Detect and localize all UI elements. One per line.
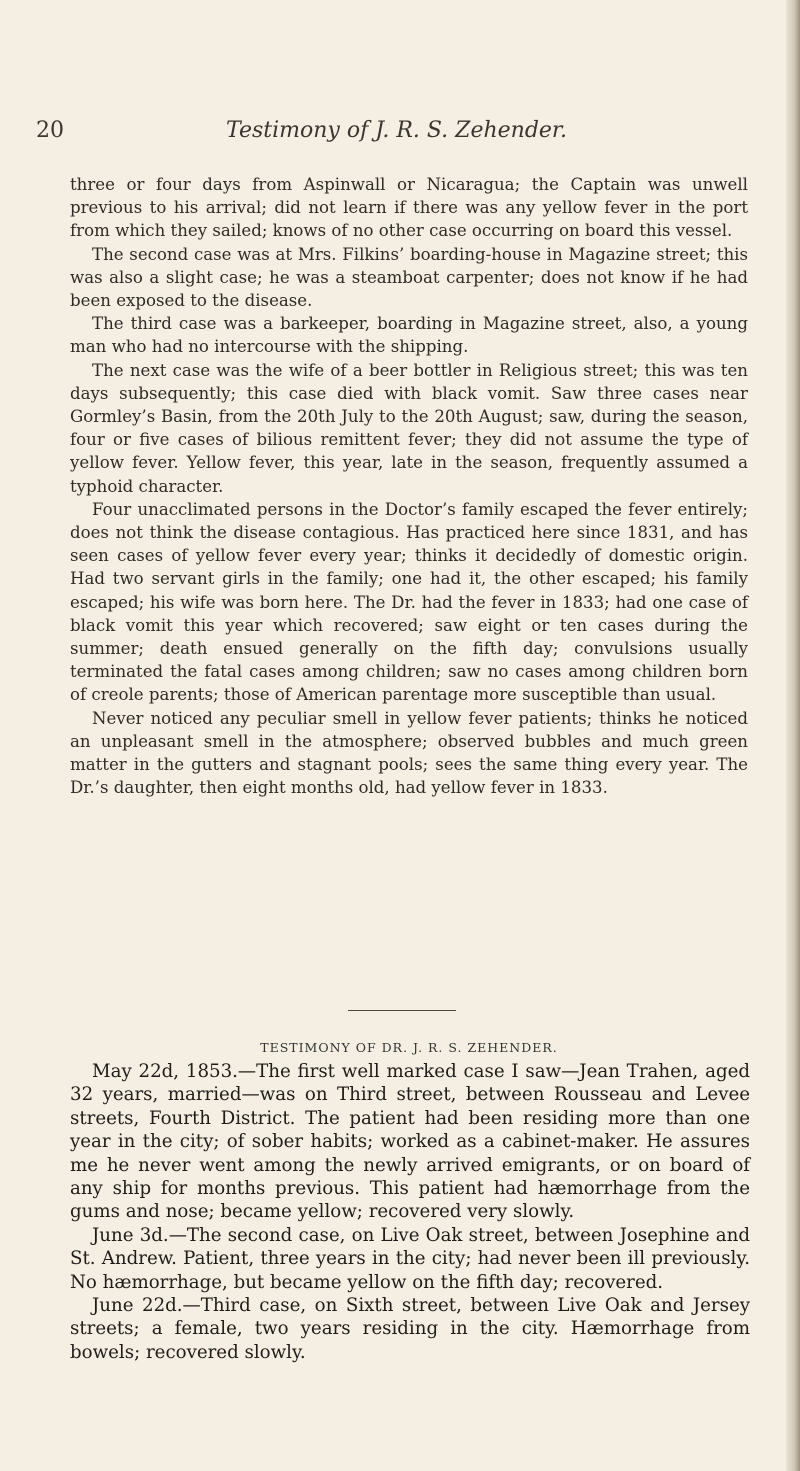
body-text (70, 173, 748, 799)
paragraph: Four unacclimated persons in the Doctor’s family escaped the fever entirely; does not think the disease contagious. Has practiced here since 1831, and has seen cases of yellow fever every year; thinks it decidedly of domestic origin. Had two servant girls in the family; one had it, the other escaped; his family escaped; his wife was born here. The Dr. had the fever in 1833; had one case of black vomit this year which recovered; saw eight or ten cases during the summer; death ensued generally on the fifth day; convulsions usually terminated the fatal cases among children; saw no cases among children born of creole parents; those of American parentage more susceptible than usual. (70, 499, 748, 705)
testimony-text (70, 1060, 750, 1364)
paragraph: The next case was the wife of a beer bottler in Religious street; this was ten days subsequently; this case died with black vomit. Saw three cases near Gormley’s Basin, from the 20th July to the 20th August; saw, during the season, four or five cases of bilious remittent fever; they did not assume the type of yellow fever. Yellow fever, this year, late in the season, frequently assumed a typhoid character. (70, 360, 748, 496)
testimony-paragraph: May 22d, 1853.—The first well marked case I saw—Jean Trahen, aged 32 years, married—was on Third street, between Rousseau and Levee streets, Fourth District. The patient had been residing more than one year in the city; of sober habits; worked as a cabinet-maker. He assures me he never went among the newly arrived emigrants, or on board of any ship for months previous. This patient had hæmorrhage from the gums and nose; became yellow; recovered very slowly. (70, 1061, 750, 1223)
testimony-paragraph: June 22d.—Third case, on Sixth street, between Live Oak and Jersey streets; a female, two years residing in the city. Hæmorrhage from bowels; recovered slowly. (70, 1295, 750, 1363)
running-head (36, 118, 756, 148)
page-number: 20 (36, 118, 64, 143)
paragraph: The third case was a barkeeper, boarding in Magazine street, also, a young man who had no intercourse with the shipping. (70, 314, 748, 357)
page-edge-shadow (786, 0, 800, 1471)
paragraph: three or four days from Aspinwall or Nicaragua; the Captain was unwell previous to his arrival; did not learn if there was any yellow fever in the port from which they sailed; knows of no other case occurring on board this vessel. (70, 175, 748, 241)
running-title: Testimony of J. R. S. Zehender. (226, 118, 568, 143)
testimony-paragraph: June 3d.—The second case, on Live Oak street, between Josephine and St. Andrew. Patient, three years in the city; had never been ill previously. No hæmorrhage, but became yellow on the fifth day; recovered. (70, 1224, 750, 1293)
paragraph: Never noticed any peculiar smell in yellow fever patients; thinks he noticed an unpleasant smell in the atmosphere; observed bubbles and much green matter in the gutters and stagnant pools; sees the same thing every year. The Dr.’s daughter, then eight months old, had yellow fever in 1833. (70, 708, 748, 798)
section-divider (348, 1010, 456, 1011)
section-heading: TESTIMONY OF DR. J. R. S. ZEHENDER. (260, 1040, 558, 1055)
paragraph: The second case was at Mrs. Filkins’ boarding-house in Magazine street; this was also a slight case; he was a steamboat carpenter; does not know if he had been exposed to the disease. (70, 244, 748, 311)
